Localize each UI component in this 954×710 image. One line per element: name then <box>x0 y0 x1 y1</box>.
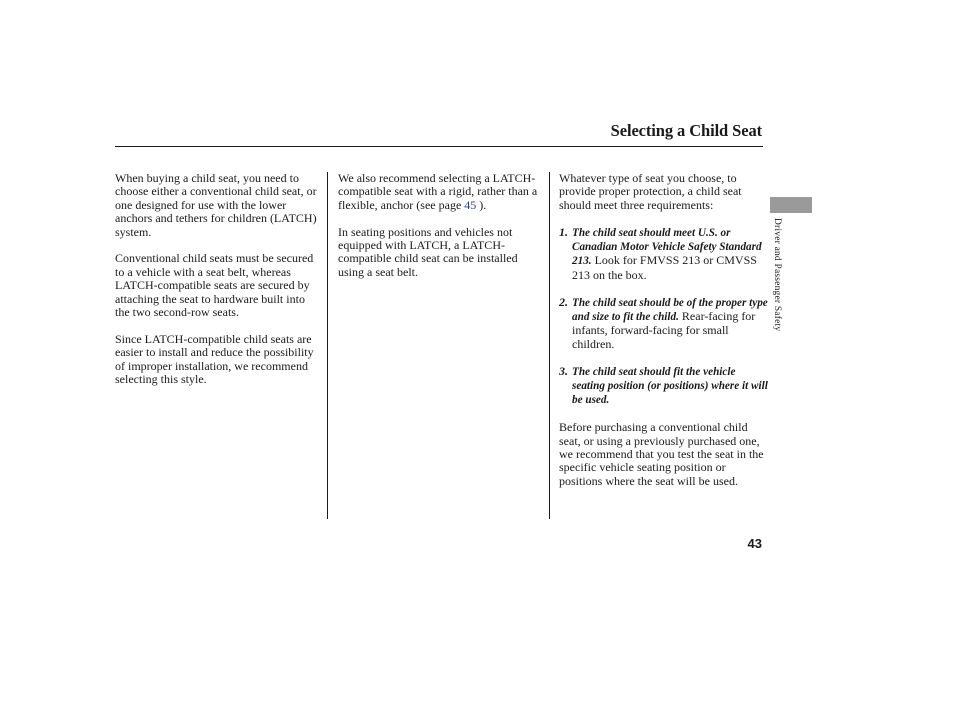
requirement-number: 1. <box>559 224 568 239</box>
column-2 <box>338 172 544 293</box>
paragraph-text: We also recommend selecting a LATCH-compatible seat with a rigid, rather than a flexible, anchor (see page <box>338 171 538 212</box>
requirement-heading: The child seat should fit the vehicle seating position (or positions) where it will be used. <box>572 365 768 407</box>
requirement-number: 3. <box>559 363 568 378</box>
requirement-body <box>572 296 769 352</box>
section-label: Driver and Passenger Safety <box>772 218 782 332</box>
section-tab-marker <box>770 197 812 213</box>
page-number: 43 <box>747 536 762 551</box>
requirement-heading: The child seat should meet U.S. or Canadian Motor Vehicle Safety Standard 213. <box>572 226 762 268</box>
header-rule <box>115 146 763 147</box>
requirement-text: Look for FMVSS 213 or CMVSS 213 on the box. <box>572 253 757 282</box>
column-divider <box>549 172 550 519</box>
column-divider <box>327 172 328 519</box>
paragraph-text: ). <box>476 197 487 212</box>
column-3 <box>559 172 769 502</box>
requirement-number: 2. <box>559 294 568 309</box>
paragraph: When buying a child seat, you need to choose either a conventional child seat, or one designed for use with the lower anchors and tethers for children (LATCH) system. <box>115 171 317 239</box>
paragraph <box>338 172 544 212</box>
paragraph: Before purchasing a conventional child seat, or using a previously purchased one, we recommend that you test the seat in the specific vehicle seating position or positions where the seat will be used. <box>559 420 764 488</box>
requirement-item <box>559 365 769 408</box>
page-title: Selecting a Child Seat <box>610 121 762 140</box>
column-1 <box>115 172 321 400</box>
requirement-heading: The child seat should be of the proper type and size to fit the child. <box>572 296 768 324</box>
requirement-body <box>572 365 769 408</box>
paragraph: In seating positions and vehicles not equipped with LATCH, a LATCH-compatible child seat can be installed using a seat belt. <box>338 224 518 279</box>
requirement-text: Rear-facing for infants, forward-facing for small children. <box>572 309 756 351</box>
requirement-body <box>572 226 769 283</box>
page-link[interactable]: 45 <box>464 197 477 212</box>
requirement-item <box>559 296 769 352</box>
paragraph: Conventional child seats must be secured to a vehicle with a seat belt, whereas LATCH-compatible seats are secured by attaching the seat to hardware built into the two second-row seats. <box>115 251 314 320</box>
paragraph: Whatever type of seat you choose, to provide proper protection, a child seat should meet three requirements: <box>559 171 742 212</box>
paragraph: Since LATCH-compatible child seats are easier to install and reduce the possibility of improper installation, we recommend selecting this style. <box>115 331 314 387</box>
requirement-item <box>559 226 769 283</box>
